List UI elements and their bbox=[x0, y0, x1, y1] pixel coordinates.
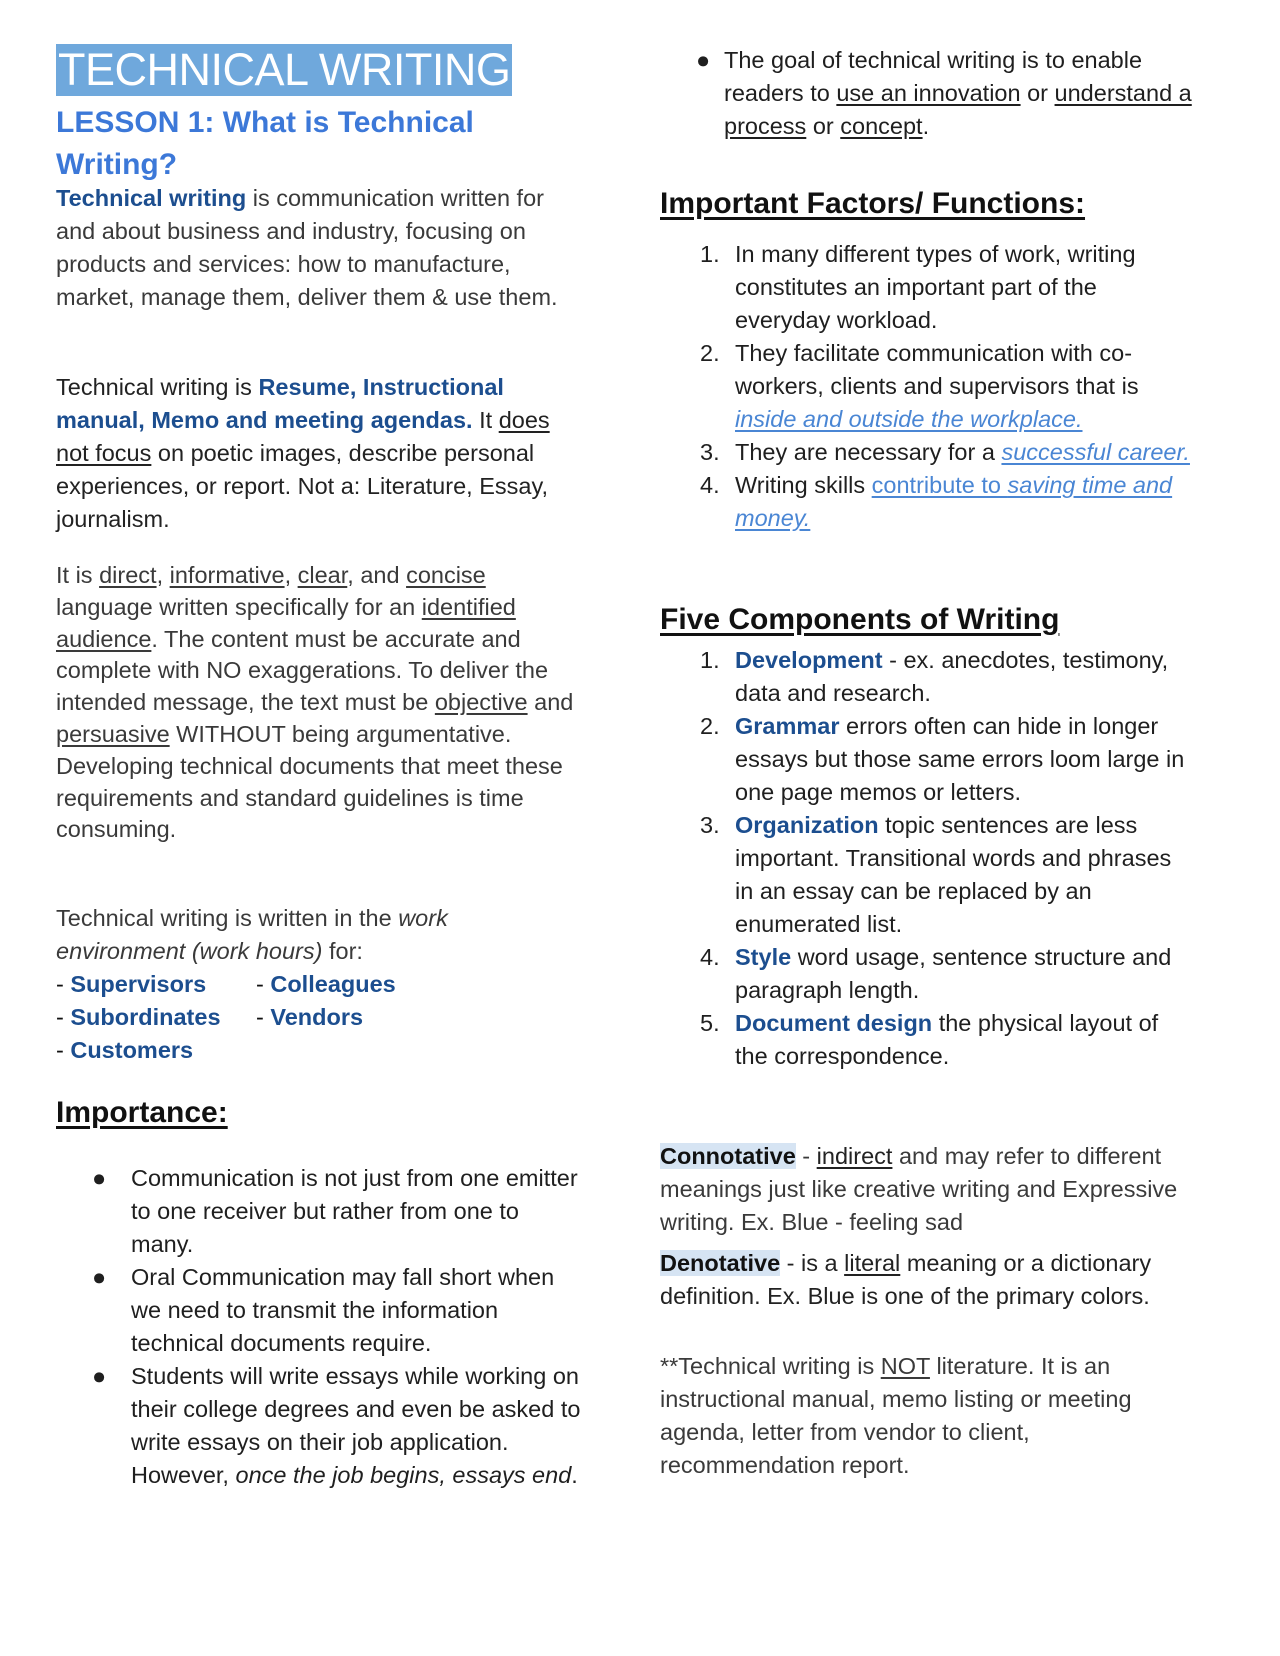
denotative-paragraph bbox=[660, 1247, 1200, 1313]
dp-c2: , bbox=[284, 562, 298, 588]
dp-informative: informative bbox=[169, 562, 285, 588]
importance-list bbox=[56, 1162, 586, 1492]
lesson-heading bbox=[56, 102, 586, 186]
component-term-style: Style bbox=[735, 944, 792, 970]
note-1: **Technical writing is bbox=[660, 1353, 881, 1379]
list-number: 5. bbox=[700, 1010, 720, 1036]
deno-rest: meaning or a dictionary definition. Ex. Blue is one of the primary colors. bbox=[660, 1250, 1152, 1309]
list-item bbox=[660, 238, 1190, 337]
dp-2: language written specifically for an bbox=[56, 593, 422, 620]
factor-3: They are necessary for a bbox=[735, 439, 1002, 465]
list-item bbox=[56, 1261, 586, 1360]
does-not-focus: does not focus bbox=[56, 407, 550, 466]
direct-paragraph bbox=[56, 560, 581, 846]
factor-2: They facilitate communication with co-workers, clients and supervisors that is bbox=[735, 340, 1139, 399]
list-number: 3. bbox=[700, 439, 720, 465]
bullet-icon: ● bbox=[92, 1264, 107, 1290]
dp-objective: objective bbox=[434, 689, 528, 716]
importance-item-2: Oral Communication may fall short when we need to transmit the information technical documents require. bbox=[131, 1264, 555, 1356]
conn-1: - bbox=[795, 1143, 817, 1169]
is-paragraph bbox=[56, 371, 576, 536]
is-rest: on poetic images, describe personal experiences, or report. Not a: Literature, Essay, journalism. bbox=[56, 440, 548, 532]
bullet-icon: ● bbox=[696, 47, 711, 73]
is-mid: It bbox=[472, 407, 499, 433]
bullet-icon: ● bbox=[92, 1165, 107, 1191]
dp-clear: clear bbox=[297, 562, 348, 588]
dp-c3: , and bbox=[347, 562, 407, 588]
audience-list bbox=[56, 968, 576, 1067]
env-1: Technical writing is written in the bbox=[56, 905, 399, 931]
saving-link-b[interactable]: saving time and money. bbox=[735, 472, 1173, 531]
factors-heading: Important Factors/ Functions: bbox=[660, 187, 1086, 220]
note-paragraph bbox=[660, 1350, 1180, 1482]
definition-text: is communication written for and about business and industry, focusing on products and services: how to manufacture, market, manage them, deliver them & use them. bbox=[56, 185, 558, 310]
list-number: 1. bbox=[700, 647, 720, 673]
importance-item-3b: . bbox=[571, 1462, 578, 1488]
denotative-literal: literal bbox=[844, 1250, 901, 1276]
components-heading: Five Components of Writing bbox=[660, 603, 1060, 636]
bullet-icon: ● bbox=[92, 1363, 107, 1389]
dp-4: and bbox=[527, 689, 574, 716]
list-item bbox=[660, 1007, 1190, 1073]
goal-concept: concept bbox=[840, 113, 923, 139]
goal-3: or bbox=[806, 113, 841, 139]
env-italic: work environment (work hours) bbox=[56, 905, 448, 964]
audience-row bbox=[56, 1034, 576, 1067]
is-lead: Technical writing is bbox=[56, 374, 259, 400]
definition-paragraph bbox=[56, 182, 576, 314]
importance-item-3-italic: once the job begins, essays end bbox=[235, 1462, 572, 1488]
conn-rest: and may refer to different meanings just like creative writing and Expressive writing. Ex. Blue - feeling sad bbox=[660, 1143, 1178, 1235]
list-number: 3. bbox=[700, 812, 720, 838]
component-term-organization: Organization bbox=[735, 812, 879, 838]
component-desc: topic sentences are less important. Transitional words and phrases in an essay can be replaced by an enumerated list. bbox=[735, 812, 1172, 937]
dp-direct: direct bbox=[99, 562, 157, 588]
audience-vendors: Vendors bbox=[270, 1004, 364, 1030]
connotative-term: Connotative bbox=[660, 1143, 796, 1169]
audience-row bbox=[56, 1001, 576, 1034]
definition-term: Technical writing bbox=[56, 185, 247, 211]
lesson-heading-line1: LESSON 1: What is Technical bbox=[56, 106, 474, 139]
list-item bbox=[660, 941, 1190, 1007]
audience-customers: Customers bbox=[70, 1037, 194, 1063]
importance-item-1: Communication is not just from one emitter to one receiver but rather from one to many. bbox=[131, 1165, 578, 1257]
dp-c1: , bbox=[156, 562, 170, 588]
importance-item-3a: Students will write essays while working on their college degrees and even be asked to write essays on their job application. However, bbox=[131, 1363, 581, 1488]
page-title: TECHNICAL WRITING bbox=[58, 44, 511, 95]
list-number: 1. bbox=[700, 241, 720, 267]
environment-paragraph bbox=[56, 902, 576, 968]
deno-1: - is a bbox=[780, 1250, 845, 1276]
importance-heading: Importance: bbox=[56, 1096, 228, 1129]
note-rest: literature. It is an instructional manual, memo listing or meeting agenda, letter from vendor to client, recommendation report. bbox=[660, 1353, 1132, 1478]
env-2: for: bbox=[322, 938, 363, 964]
saving-link-a[interactable]: contribute to bbox=[871, 472, 1008, 498]
goal-list bbox=[656, 44, 1196, 143]
audience-supervisors: Supervisors bbox=[70, 971, 207, 997]
factor-1: In many different types of work, writing constitutes an important part of the everyday workload. bbox=[735, 241, 1136, 333]
lesson-heading-line2: Writing? bbox=[56, 148, 178, 181]
dp-audience: identified audience bbox=[56, 593, 516, 652]
list-item bbox=[660, 436, 1190, 469]
dp-3: . The content must be accurate and complete with NO exaggerations. To deliver the intended message, the text must be bbox=[56, 625, 549, 716]
components-list bbox=[660, 644, 1190, 1073]
component-term-grammar: Grammar bbox=[735, 713, 840, 739]
list-number: 2. bbox=[700, 713, 720, 739]
goal-2: or bbox=[1020, 80, 1055, 106]
dp-concise: concise bbox=[406, 562, 486, 588]
list-item bbox=[660, 809, 1190, 941]
dp-1: It is bbox=[56, 562, 100, 588]
audience-row bbox=[56, 968, 576, 1001]
list-item bbox=[56, 1360, 586, 1492]
note-not: NOT bbox=[880, 1353, 930, 1379]
audience-subordinates: Subordinates bbox=[70, 1004, 221, 1030]
goal-process: understand a process bbox=[724, 80, 1192, 139]
list-item bbox=[656, 44, 1196, 143]
list-item bbox=[660, 710, 1190, 809]
goal-innovation: use an innovation bbox=[836, 80, 1021, 106]
component-desc: errors often can hide in longer essays but those same errors loom large in one page memos or letters. bbox=[735, 713, 1185, 805]
component-desc: the physical layout of the correspondence. bbox=[735, 1010, 1159, 1069]
workplace-link[interactable]: inside and outside the workplace. bbox=[735, 406, 1083, 432]
connotative-indirect: indirect bbox=[816, 1143, 893, 1169]
list-item bbox=[660, 337, 1190, 436]
dash: - bbox=[56, 1037, 64, 1063]
component-desc: - ex. anecdotes, testimony, data and research. bbox=[735, 647, 1169, 706]
career-link[interactable]: successful career. bbox=[1001, 439, 1190, 465]
is-examples: Resume, Instructional manual, Memo and meeting agendas. bbox=[56, 374, 504, 433]
goal-1: The goal of technical writing is to enable readers to bbox=[724, 47, 1143, 106]
list-item bbox=[660, 469, 1190, 535]
list-number: 4. bbox=[700, 472, 720, 498]
goal-4: . bbox=[922, 113, 930, 139]
dash: - bbox=[256, 1004, 264, 1030]
dp-persuasive: persuasive bbox=[56, 720, 170, 747]
dash: - bbox=[56, 1004, 64, 1030]
component-desc: word usage, sentence structure and paragraph length. bbox=[735, 944, 1172, 1003]
dash: - bbox=[256, 971, 264, 997]
denotative-term: Denotative bbox=[660, 1250, 781, 1276]
list-item bbox=[56, 1162, 586, 1261]
dash: - bbox=[56, 971, 64, 997]
component-term-document-design: Document design bbox=[735, 1010, 933, 1036]
connotative-paragraph bbox=[660, 1140, 1190, 1239]
factors-list bbox=[660, 238, 1190, 535]
list-number: 4. bbox=[700, 944, 720, 970]
dp-5: WITHOUT being argumentative. Developing technical documents that meet these requirements and standard guidelines is time consuming. bbox=[56, 720, 563, 843]
factor-4: Writing skills bbox=[735, 472, 872, 498]
audience-colleagues: Colleagues bbox=[270, 971, 396, 997]
list-number: 2. bbox=[700, 340, 720, 366]
list-item bbox=[660, 644, 1190, 710]
page-title-wrap bbox=[56, 44, 512, 96]
component-term-development: Development bbox=[735, 647, 883, 673]
